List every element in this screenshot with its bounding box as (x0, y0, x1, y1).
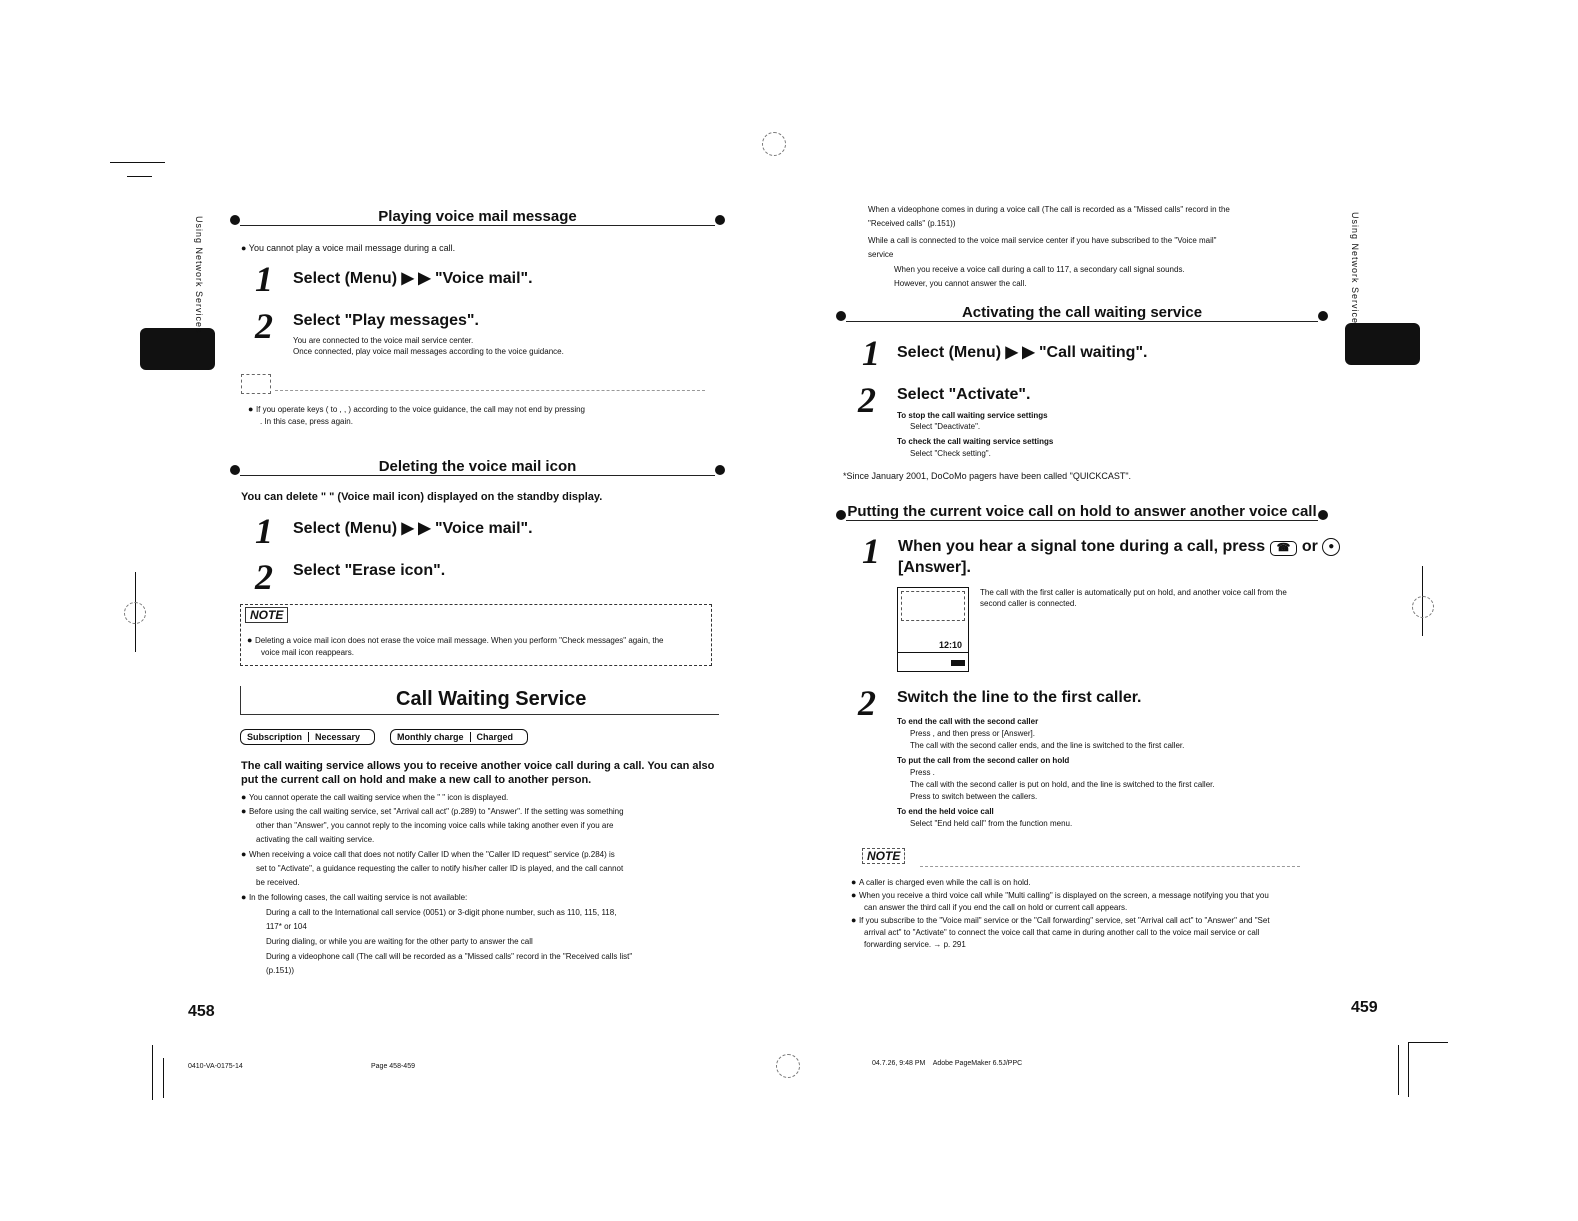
step-text (898, 538, 1340, 556)
sub-bullet: When a videophone comes in during a voice call (The call is recorded as a "Missed calls" record in the (868, 205, 1230, 214)
step-number: 1 (862, 531, 880, 571)
screen-note: second caller is connected. (980, 599, 1077, 608)
tag-value: Necessary (315, 732, 361, 742)
step-note: Press . (910, 768, 935, 777)
registration-mark-icon (762, 132, 786, 156)
section-title: Putting the current voice call on hold to answer another voice call (847, 503, 1317, 520)
sub-bullet: While a call is connected to the voice mail service center if you have subscribed to the "Voice mail" (868, 236, 1217, 245)
note-text: forwarding service. → p. 291 (864, 940, 966, 949)
crop-mark (110, 162, 165, 163)
step-number: 2 (858, 683, 876, 723)
enter-key-icon: ● (1322, 538, 1340, 556)
step-note: To put the call from the second caller on hold (897, 756, 1070, 765)
tag-label: Monthly charge (391, 732, 471, 742)
bullet-text: be received. (256, 878, 300, 887)
sub-bullet: 117* or 104 (266, 922, 307, 931)
bullet-text: ● When receiving a voice call that does not notify Caller ID when the "Caller ID request" service (p.284) is (241, 849, 615, 860)
section-tab (140, 328, 215, 370)
intro-text: The call waiting service allows you to receive another voice call during a call. You can also (241, 760, 715, 772)
section-header (230, 458, 725, 478)
note-text: voice mail icon reappears. (261, 648, 354, 657)
tag-value: Charged (476, 732, 514, 742)
sub-bullet: During dialing, or while you are waiting for the other party to answer the call (266, 937, 533, 946)
sub-bullet: During a call to the International call service (0051) or 3-digit phone number, such as 110, 115, 118, (266, 908, 617, 917)
side-label: Using Network Services (1350, 212, 1360, 330)
section-header (836, 304, 1328, 324)
phone-screen (897, 587, 969, 672)
crop-mark (163, 1058, 164, 1098)
step-note: Press to switch between the callers. (910, 792, 1038, 801)
step-text: Switch the line to the first caller. (897, 689, 1142, 706)
step-text: Select "Play messages". (293, 312, 479, 329)
crop-mark (1408, 1042, 1409, 1097)
step-text-part: or (1301, 538, 1318, 556)
note-text: ● A caller is charged even while the call is on hold. (851, 877, 1031, 888)
divider (275, 390, 705, 391)
sub-bullet: "Received calls" (p.151)) (868, 219, 956, 228)
step-text-part: When you hear a signal tone during a call, press (898, 538, 1266, 556)
crop-mark (1398, 1045, 1399, 1095)
screen-softkey (951, 660, 965, 666)
monthly-charge-tag (390, 729, 528, 745)
step-number: 2 (255, 557, 273, 597)
sub-bullet: When you receive a voice call during a call to 117, a secondary call signal sounds. (894, 265, 1185, 274)
step-number: 1 (255, 259, 273, 299)
sub-bullet: service (868, 250, 894, 259)
crop-mark (1408, 1042, 1448, 1043)
note-text: ● Deleting a voice mail icon does not erase the voice mail message. When you perform "Check messages" again, the (247, 635, 717, 646)
registration-mark-icon (776, 1054, 800, 1078)
call-key-icon: ☎ (1270, 541, 1298, 556)
divider (920, 866, 1300, 867)
step-note: Press , and then press or [Answer]. (910, 729, 1035, 738)
intro-text: You can delete " " (Voice mail icon) displayed on the standby display. (241, 491, 603, 503)
note-label-icon (241, 374, 271, 394)
note-text: ● When you receive a third voice call while "Multi calling" is displayed on the screen, a message notifying you that you (851, 890, 1269, 901)
step-text: Select "Erase icon". (293, 562, 446, 579)
step-note: The call with the second caller is put on hold, and the line is switched to the first caller. (910, 780, 1215, 789)
section-header (836, 503, 1328, 523)
section-title: Deleting the voice mail icon (378, 458, 577, 475)
bullet-text: ● Before using the call waiting service, set "Arrival call act" (p.289) to "Answer". If the setting was something (241, 806, 624, 817)
step-text: [Answer]. (898, 559, 971, 576)
step-number: 2 (255, 306, 273, 346)
step-text: Select (Menu) ▶ ▶ "Call waiting". (897, 344, 1148, 361)
intro-text: ● You cannot play a voice mail message during a call. (241, 243, 455, 254)
footnote: *Since January 2001, DoCoMo pagers have been called "QUICKCAST". (843, 471, 1132, 481)
page-number: 459 (1351, 999, 1378, 1016)
note-label: NOTE (245, 607, 288, 623)
step-note: To end the held voice call (897, 807, 994, 816)
step-number: 1 (862, 333, 880, 373)
footer-text: 0410-VA-0175-14 (188, 1063, 243, 1070)
step-number: 1 (255, 511, 273, 551)
section-title: Call Waiting Service (396, 688, 587, 710)
section-title: Playing voice mail message (378, 208, 577, 225)
step-note: Select "Deactivate". (910, 422, 981, 431)
note-text: ● If you operate keys ( to , , ) according to the voice guidance, the call may not end by pressing (248, 404, 585, 415)
note-box (240, 604, 712, 666)
step-note: Select "Check setting". (910, 449, 991, 458)
note-label: NOTE (862, 848, 905, 864)
step-note: To stop the call waiting service settings (897, 411, 1048, 420)
page-number: 458 (188, 1003, 215, 1020)
bullet-text: ● You cannot operate the call waiting service when the " " icon is displayed. (241, 792, 508, 803)
step-note: The call with the second caller ends, and the line is switched to the first caller. (910, 741, 1185, 750)
note-text: ● If you subscribe to the "Voice mail" service or the "Call forwarding" service, set "Arrival call act" to "Answer" and "Set (851, 915, 1270, 926)
screen-time: 12:10 (938, 640, 962, 650)
footer-text: 04.7.26, 9:48 PM Adobe PageMaker 6.5J/PPC (872, 1060, 1023, 1067)
step-note: To check the call waiting service settings (897, 437, 1054, 446)
crop-mark (152, 1045, 153, 1100)
screen-graphic (901, 591, 965, 621)
sub-bullet: During a videophone call (The call will be recorded as a "Missed calls" record in the "Received calls list" (266, 952, 633, 961)
screen-note: The call with the first caller is automatically put on hold, and another voice call from the (980, 588, 1287, 597)
step-note: Once connected, play voice mail messages according to the voice guidance. (293, 347, 564, 356)
footer-text: Page 458-459 (371, 1063, 415, 1070)
sub-bullet: However, you cannot answer the call. (894, 279, 1027, 288)
registration-mark-icon (124, 602, 146, 624)
step-note: Select "End held call" from the function menu. (910, 819, 1073, 828)
step-text: Select (Menu) ▶ ▶ "Voice mail". (293, 520, 533, 537)
step-text: Select "Activate". (897, 386, 1031, 403)
bullet-text: activating the call waiting service. (256, 835, 375, 844)
subscription-tag (240, 729, 375, 745)
side-label: Using Network Services (194, 216, 204, 334)
crop-mark (127, 176, 152, 177)
bullet-text: set to "Activate", a guidance requesting the caller to notify his/her caller ID is played, and the call cannot (256, 864, 624, 873)
step-number: 2 (858, 380, 876, 420)
step-note: To end the call with the second caller (897, 717, 1039, 726)
screen-divider (898, 652, 968, 653)
sub-bullet: (p.151)) (266, 966, 295, 975)
step-text: Select (Menu) ▶ ▶ "Voice mail". (293, 270, 533, 287)
note-text: can answer the third call if you end the call on hold or current call appears. (864, 903, 1128, 912)
bullet-text: ● In the following cases, the call waiting service is not available: (241, 892, 467, 903)
tag-label: Subscription (241, 732, 309, 742)
step-note: You are connected to the voice mail service center. (293, 336, 474, 345)
bullet-text: other than "Answer", you cannot reply to the incoming voice calls while taking another even if you are (256, 821, 614, 830)
section-title: Activating the call waiting service (961, 304, 1203, 321)
note-text: . In this case, press again. (260, 417, 353, 426)
registration-mark-icon (1412, 596, 1434, 618)
section-header (230, 208, 725, 228)
note-text: arrival act" to "Activate" to connect the voice call that came in during another call to the voice mail service or call (864, 928, 1260, 937)
intro-text: put the current call on hold and make a new call to another person. (241, 774, 592, 786)
